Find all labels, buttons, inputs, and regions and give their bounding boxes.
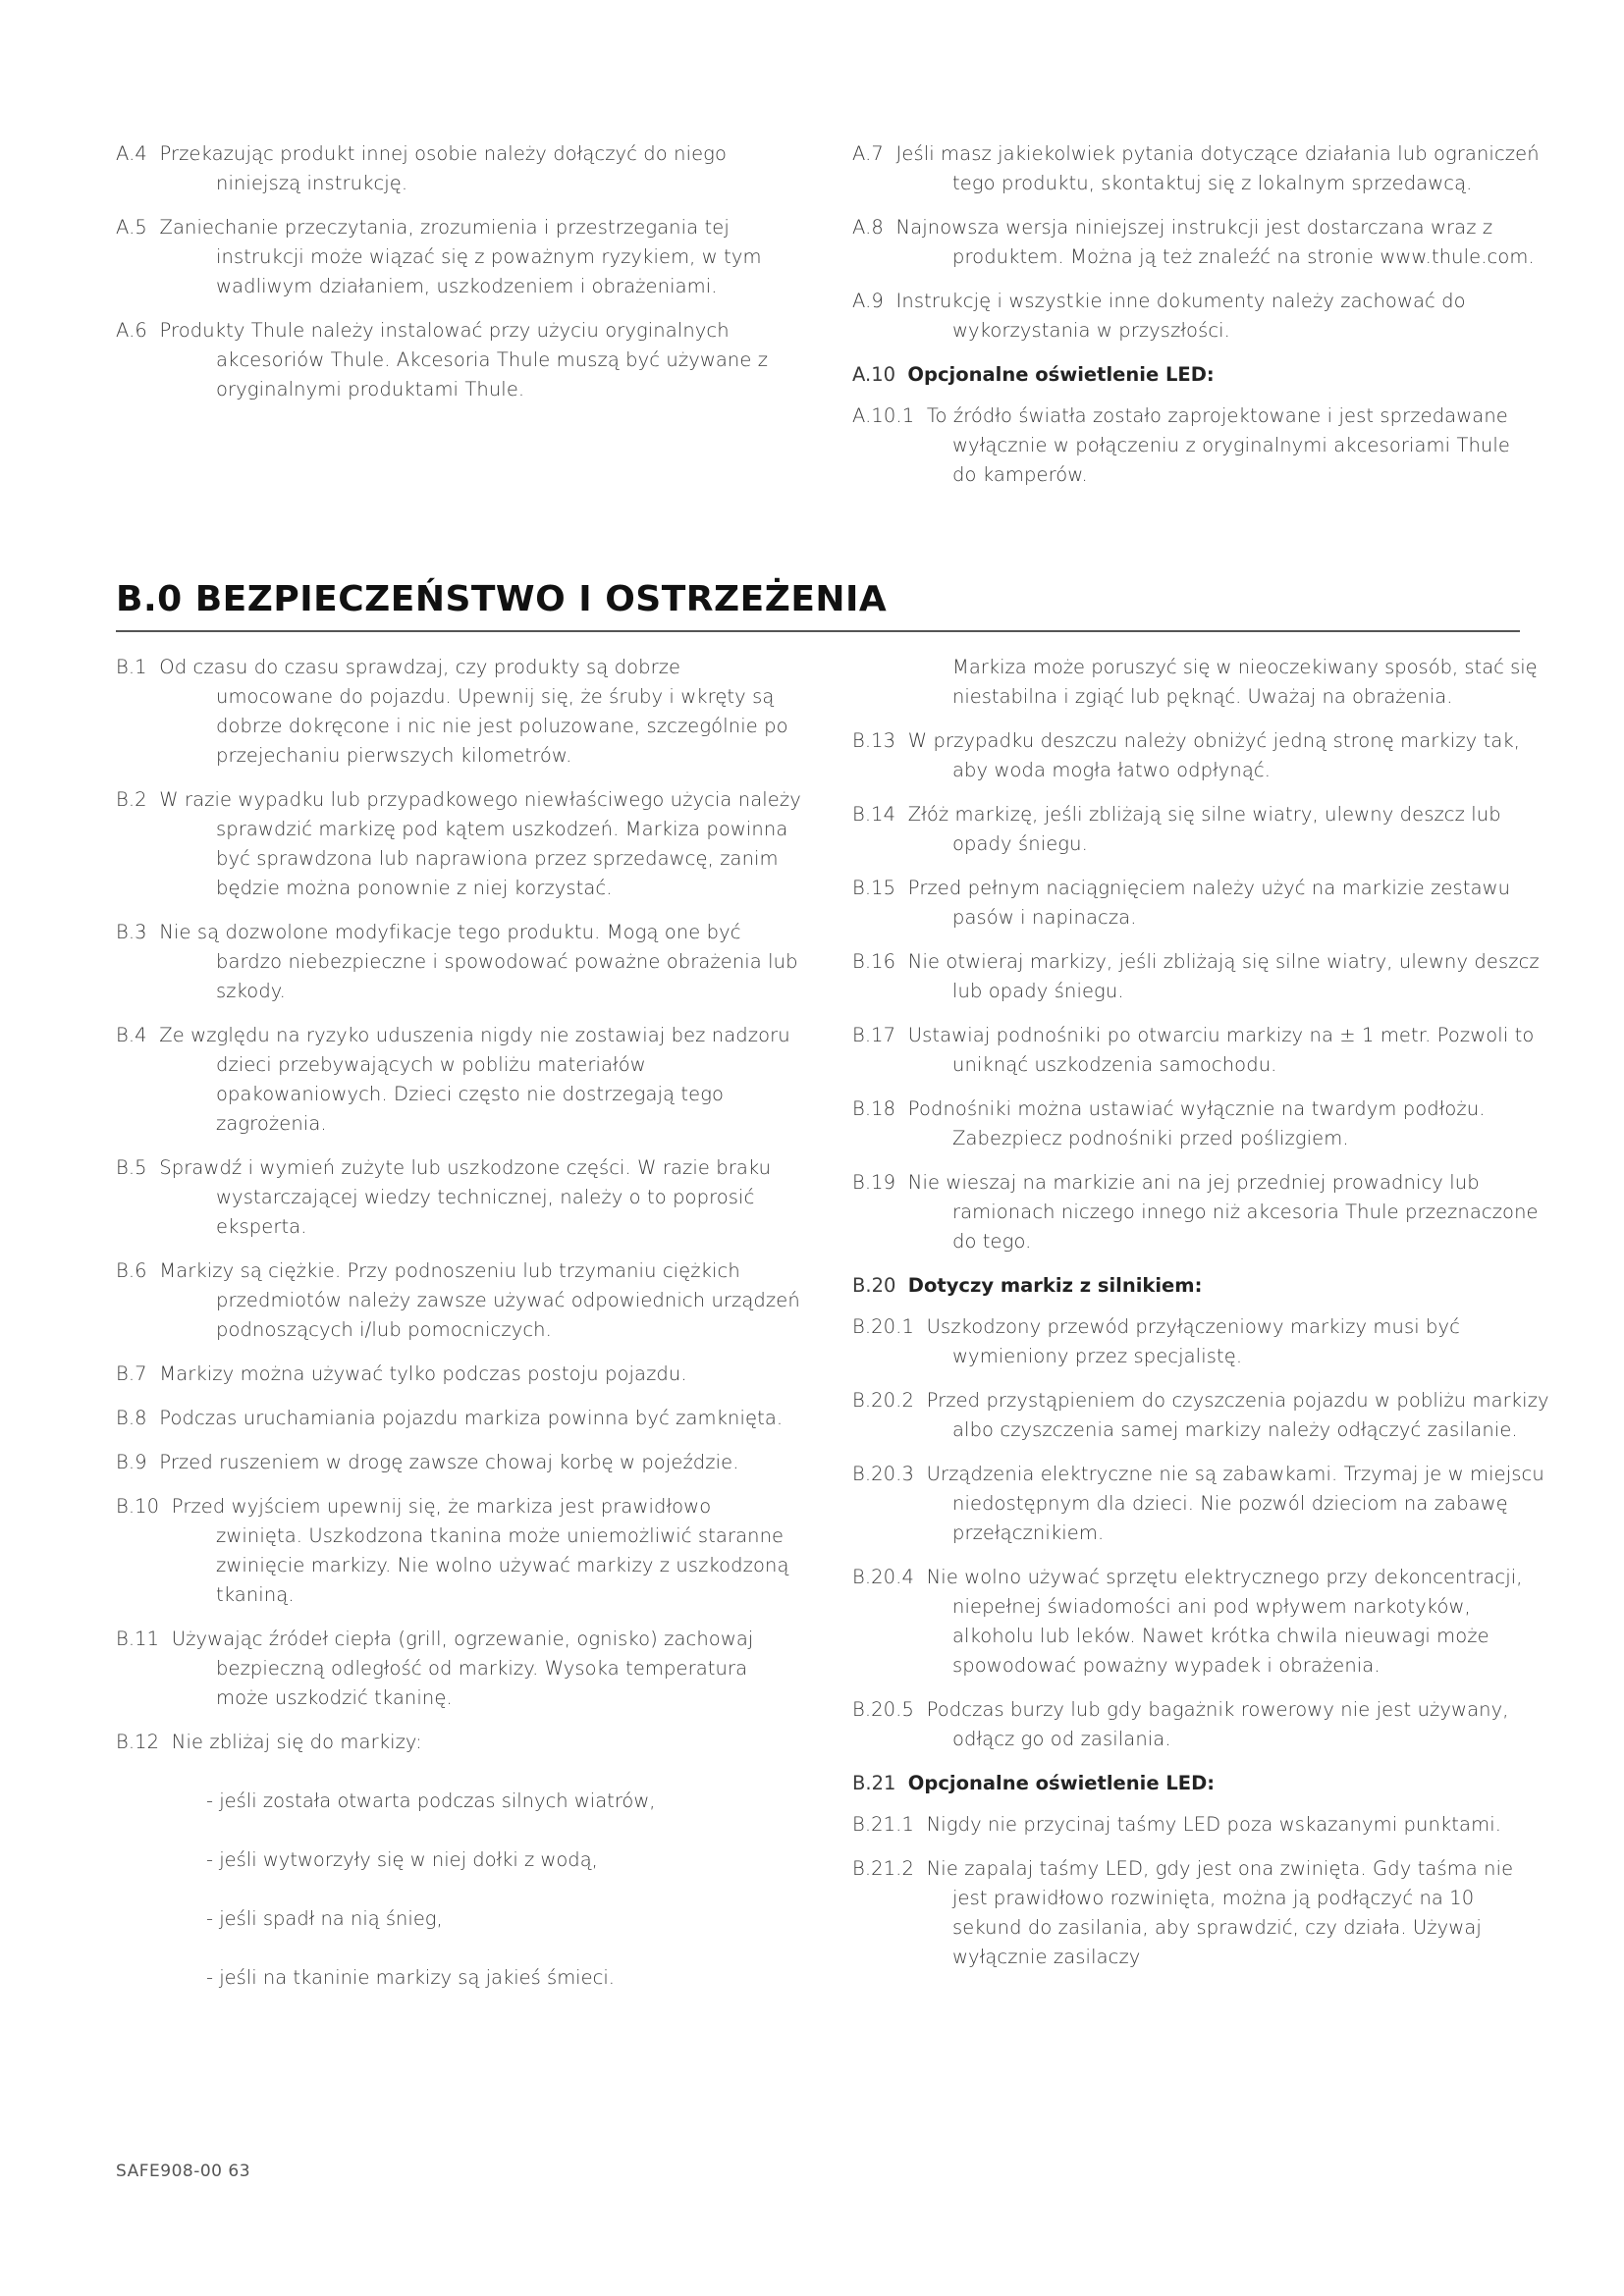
item-number: B.13 (852, 729, 896, 752)
subheading-title: Dotyczy markiz z silnikiem: (907, 1274, 1203, 1297)
page-footer: SAFE908-00 63 (116, 2162, 251, 2181)
item-number: B.14 (852, 803, 896, 826)
item-number: B.20.2 (852, 1389, 914, 1412)
item-b14 (852, 800, 1549, 859)
item-number: B.21.1 (852, 1813, 914, 1836)
subheading-b20 (852, 1271, 1549, 1301)
item-a6 (116, 316, 803, 404)
item-a5 (116, 213, 803, 301)
item-a10-1 (852, 401, 1540, 490)
item-b12 (116, 1728, 803, 1757)
item-number: B.6 (116, 1259, 147, 1282)
item-number: B.20 (852, 1274, 896, 1297)
item-text: W razie wypadku lub przypadkowego niewłaściwego użycia należy sprawdzić markizę pod kątem uszkodzeń. Markiza powinna być sprawdzona lub naprawiona przez sprzedawcę, zanim będzie można ponownie z niej korzystać. (159, 788, 801, 899)
item-number: A.8 (852, 216, 884, 239)
item-text: Zaniechanie przeczytania, zrozumienia i przestrzegania tej instrukcji może wiązać się z poważnym ryzykiem, w tym wadliwym działaniem, uszkodzeniem i obrażeniami. (159, 216, 762, 297)
item-text: Używając źródeł ciepła (grill, ogrzewanie, ognisko) zachowaj bezpieczną odległość od markizy. Wysoka temperatura może uszkodzić tkaninę. (171, 1628, 754, 1709)
item-b2 (116, 785, 803, 903)
item-b20-5 (852, 1695, 1549, 1754)
item-number: B.4 (116, 1024, 147, 1046)
item-text: Nie są dozwolone modyfikacje tego produktu. Mogą one być bardzo niebezpieczne i spowodować poważne obrażenia lub szkody. (159, 921, 798, 1002)
item-number: A.7 (852, 142, 884, 165)
subheading-b21 (852, 1769, 1549, 1798)
item-text: Podczas burzy lub gdy bagażnik rowerowy nie jest używany, odłącz go od zasilania. (926, 1698, 1509, 1750)
item-text: Złóż markizę, jeśli zbliżają się silne wiatry, ulewny deszcz lub opady śniegu. (907, 803, 1501, 855)
item-b11 (116, 1625, 803, 1713)
item-text: Podczas uruchamiania pojazdu markiza powinna być zamknięta. (159, 1407, 784, 1429)
item-text: Produkty Thule należy instalować przy użyciu oryginalnych akcesoriów Thule. Akcesoria Thule muszą być używane z oryginalnymi produktami Thule. (159, 319, 769, 400)
item-b13 (852, 726, 1549, 785)
item-number: B.10 (116, 1495, 160, 1518)
item-number: B.3 (116, 921, 147, 943)
item-b20-4 (852, 1563, 1549, 1681)
bullet-item: - jeśli spadł na nią śnieg, (206, 1907, 443, 1930)
item-number: A.10.1 (852, 404, 915, 427)
item-b20-3 (852, 1460, 1549, 1548)
item-number: B.8 (116, 1407, 147, 1429)
item-number: B.20.4 (852, 1566, 914, 1588)
item-number: B.18 (852, 1097, 896, 1120)
item-a8 (852, 213, 1540, 272)
item-text: Nigdy nie przycinaj taśmy LED poza wskazanymi punktami. (926, 1813, 1502, 1836)
section-a-right-column (852, 139, 1540, 505)
item-b4 (116, 1021, 803, 1139)
item-number: B.20.5 (852, 1698, 914, 1721)
item-number: A.10 (852, 363, 896, 386)
item-a4 (116, 139, 803, 198)
item-number: B.11 (116, 1628, 160, 1650)
item-text: Od czasu do czasu sprawdzaj, czy produkty są dobrze umocowane do pojazdu. Upewnij się, że śruby i wkręty są dobrze dokręcone i nic nie jest poluzowane, szczególnie po przejechaniu pierwszych kilometrów. (159, 656, 788, 767)
bullet-item: - jeśli na tkaninie markizy są jakieś śmieci. (206, 1966, 615, 1989)
section-divider (116, 630, 1520, 632)
item-number: B.5 (116, 1156, 147, 1179)
item-number: B.12 (116, 1731, 160, 1753)
item-text: Ustawiaj podnośniki po otwarciu markizy na ± 1 metr. Pozwoli to uniknąć uszkodzenia samochodu. (907, 1024, 1535, 1076)
item-number: B.20.1 (852, 1315, 914, 1338)
item-number: A.9 (852, 290, 884, 312)
section-a-left-column (116, 139, 803, 419)
item-b7 (116, 1360, 803, 1389)
item-b16 (852, 947, 1549, 1006)
item-number: B.16 (852, 950, 896, 973)
item-number: B.20.3 (852, 1463, 914, 1485)
subheading-title: Opcjonalne oświetlenie LED: (907, 363, 1215, 386)
item-number: B.19 (852, 1171, 896, 1194)
bullet-item: - jeśli została otwarta podczas silnych wiatrów, (206, 1789, 656, 1812)
item-a9 (852, 287, 1540, 346)
subheading-a10 (852, 360, 1540, 390)
item-text: Najnowsza wersja niniejszej instrukcji jest dostarczana wraz z produktem. Można ją też znaleźć na stronie www.thule.com. (895, 216, 1535, 268)
item-number: B.21.2 (852, 1857, 914, 1880)
item-b15 (852, 874, 1549, 933)
item-b17 (852, 1021, 1549, 1080)
item-text: W przypadku deszczu należy obniżyć jedną stronę markizy tak, aby woda mogła łatwo odpłynąć. (907, 729, 1521, 781)
item-number: B.15 (852, 877, 896, 899)
bullet-item: - jeśli wytworzyły się w niej dołki z wodą, (206, 1848, 598, 1871)
item-number: A.5 (116, 216, 147, 239)
section-b-right-column (852, 653, 1549, 1987)
item-text: To źródło światła zostało zaprojektowane i jest sprzedawane wyłącznie w połączeniu z oryginalnymi akcesoriami Thule do kamperów. (926, 404, 1511, 486)
item-text: Sprawdź i wymień zużyte lub uszkodzone części. W razie braku wystarczającej wiedzy technicznej, należy o to poprosić eksperta. (159, 1156, 772, 1238)
item-text: Uszkodzony przewód przyłączeniowy markizy musi być wymieniony przez specjalistę. (926, 1315, 1460, 1367)
item-b9 (116, 1448, 803, 1477)
item-b21-2 (852, 1854, 1549, 1972)
item-b21-1 (852, 1810, 1549, 1840)
item-b20-1 (852, 1312, 1549, 1371)
item-text: Nie zapalaj taśmy LED, gdy jest ona zwinięta. Gdy taśma nie jest prawidłowo rozwinięta, można ją podłączyć na 10 sekund do zasilania, aby sprawdzić, czy działa. Używaj wyłącznie zasilaczy (926, 1857, 1514, 1968)
item-text: Przed ruszeniem w drogę zawsze chowaj korbę w pojeździe. (159, 1451, 739, 1473)
item-number: B.21 (852, 1772, 896, 1794)
item-text: Jeśli masz jakiekolwiek pytania dotyczące działania lub ograniczeń tego produktu, skontaktuj się z lokalnym sprzedawcą. (895, 142, 1540, 194)
item-b18 (852, 1095, 1549, 1153)
item-text: Przekazując produkt innej osobie należy dołączyć do niego niniejszą instrukcję. (159, 142, 728, 194)
item-text: Markizy są ciężkie. Przy podnoszeniu lub trzymaniu ciężkich przedmiotów należy zawsze używać odpowiednich urządzeń podnoszących i/lub pomocniczych. (159, 1259, 800, 1341)
item-text: Ze względu na ryzyko uduszenia nigdy nie zostawiaj bez nadzoru dzieci przebywających w pobliżu materiałów opakowaniowych. Dzieci często nie dostrzegają tego zagrożenia. (159, 1024, 790, 1135)
item-number: B.17 (852, 1024, 896, 1046)
item-b10 (116, 1492, 803, 1610)
item-number: A.6 (116, 319, 147, 342)
item-text: Markizy można używać tylko podczas postoju pojazdu. (159, 1362, 687, 1385)
item-text: Podnośniki można ustawiać wyłącznie na twardym podłożu. Zabezpiecz podnośniki przed poślizgiem. (907, 1097, 1486, 1149)
item-text: Nie otwieraj markizy, jeśli zbliżają się silne wiatry, ulewny deszcz lub opady śniegu. (907, 950, 1540, 1002)
item-text: Przed wyjściem upewnij się, że markiza jest prawidłowo zwinięta. Uszkodzona tkanina może uniemożliwić staranne zwinięcie markizy. Nie wolno używać markizy z uszkodzoną tkaniną. (171, 1495, 789, 1606)
item-text: Nie wolno używać sprzętu elektrycznego przy dekoncentracji, niepełnej świadomości ani pod wpływem narkotyków, alkoholu lub leków. Nawet krótka chwila nieuwagi może spowodować poważny wypadek i obrażenia. (926, 1566, 1523, 1677)
item-number: B.2 (116, 788, 147, 811)
item-number: B.9 (116, 1451, 147, 1473)
item-a7 (852, 139, 1540, 198)
item-b19 (852, 1168, 1549, 1256)
item-text: Przed przystąpieniem do czyszczenia pojazdu w pobliżu markizy albo czyszczenia samej markizy należy odłączyć zasilanie. (926, 1389, 1549, 1441)
item-text: Nie zbliżaj się do markizy: (171, 1731, 422, 1753)
item-b12-continuation: Markiza może poruszyć się w nieoczekiwany sposób, stać się niestabilna i zgiąć lub pęknąć. Uważaj na obrażenia. (952, 656, 1538, 708)
item-number: A.4 (116, 142, 147, 165)
item-number: B.7 (116, 1362, 147, 1385)
item-b20-2 (852, 1386, 1549, 1445)
item-b5 (116, 1153, 803, 1242)
item-text: Nie wieszaj na markizie ani na jej przedniej prowadnicy lub ramionach niczego innego niż akcesoria Thule przeznaczone do tego. (907, 1171, 1539, 1253)
item-b8 (116, 1404, 803, 1433)
section-b-left-column (116, 653, 803, 2022)
item-text: Urządzenia elektryczne nie są zabawkami. Trzymaj je w miejscu niedostępnym dla dzieci. Nie pozwól dzieciom na zabawę przełącznikiem. (926, 1463, 1544, 1544)
item-b6 (116, 1256, 803, 1345)
subheading-title: Opcjonalne oświetlenie LED: (907, 1772, 1216, 1794)
item-text: Przed pełnym naciągnięciem należy użyć na markizie zestawu pasów i napinacza. (907, 877, 1511, 929)
section-title: B.0 BEZPIECZEŃSTWO I OSTRZEŻENIA (116, 579, 888, 619)
item-b3 (116, 918, 803, 1006)
item-text: Instrukcję i wszystkie inne dokumenty należy zachować do wykorzystania w przyszłości. (895, 290, 1466, 342)
item-number: B.1 (116, 656, 147, 678)
item-b1 (116, 653, 803, 771)
